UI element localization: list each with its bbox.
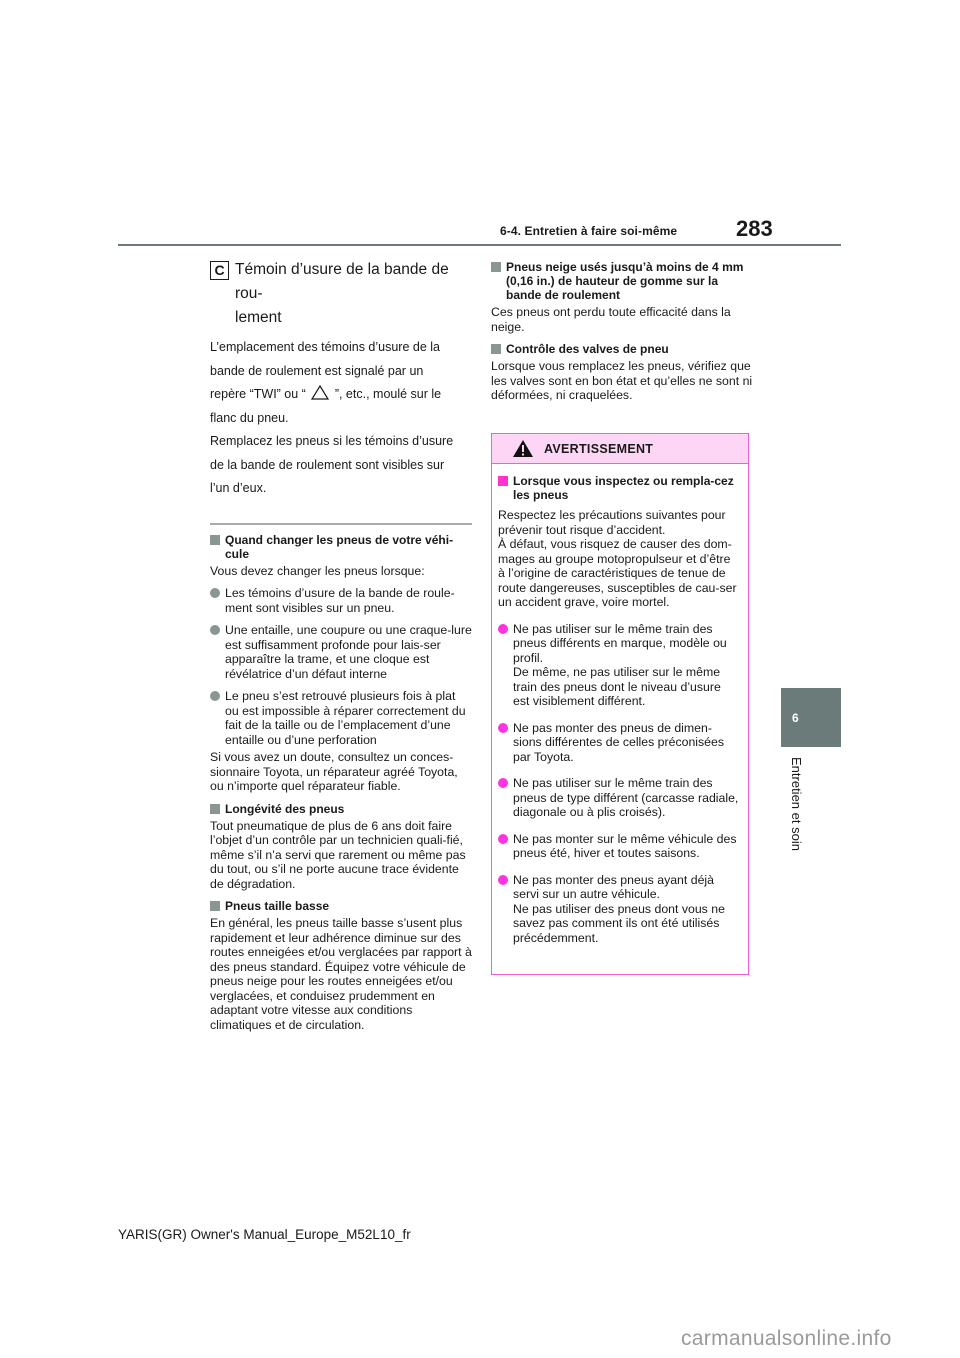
item-c-marker: C bbox=[210, 261, 229, 280]
text-fragment: repère “TWI” ou “ bbox=[210, 387, 306, 401]
warning-intro: Respectez les précautions suivantes pour prévenir tout risque d’accident. bbox=[498, 508, 726, 537]
chapter-number: 6 bbox=[792, 711, 799, 725]
warning-intro-2: À défaut, vous risquez de causer des dom-mages au groupe motopropulseur et d’être à l’origine de caractéristiques de tenue de route dangereuses, susceptibles de cau-ser un accident grave, voire mortel. bbox=[498, 537, 737, 609]
section-divider bbox=[210, 523, 472, 525]
text-line: L’emplacement des témoins d’usure de la bbox=[210, 340, 440, 354]
footer-manual-id: YARIS(GR) Owner's Manual_Europe_M52L10_fr bbox=[118, 1227, 411, 1242]
list-item-content bbox=[513, 873, 740, 946]
warning-list-item bbox=[498, 776, 740, 820]
list-item-text: De même, ne pas utiliser sur le même train des pneus dont le niveau d’usure est visiblement différent. bbox=[513, 665, 721, 708]
page-number: 283 bbox=[736, 216, 773, 241]
list-item-text: Ne pas monter sur le même véhicule des pneus été, hiver et toutes saisons. bbox=[513, 831, 737, 860]
section-body: Lorsque vous remplacez les pneus, vérifiez que les valves sont en bon état et qu’elles ne sont ni déformées, ni craquelées. bbox=[491, 359, 753, 402]
section-title bbox=[210, 899, 472, 913]
section-intro: Vous devez changer les pneus lorsque: bbox=[210, 563, 425, 578]
list-item-text: Ne pas monter des pneus de dimen-sions différentes de celles préconisées par Toyota. bbox=[513, 720, 724, 764]
round-bullet-icon bbox=[498, 723, 508, 733]
item-c-heading bbox=[210, 258, 472, 330]
text-line: Remplacez les pneus si les témoins d’usure bbox=[210, 434, 454, 448]
triangle-outline-icon bbox=[311, 385, 329, 400]
square-bullet-icon bbox=[498, 476, 508, 486]
round-bullet-icon bbox=[210, 691, 220, 701]
warning-box bbox=[491, 433, 749, 975]
text-line: de la bande de roulement sont visibles sur bbox=[210, 457, 445, 472]
left-column bbox=[210, 258, 472, 1032]
chapter-label: Entretien et soin bbox=[789, 757, 804, 851]
square-bullet-icon bbox=[210, 901, 220, 911]
section-title bbox=[491, 260, 753, 302]
warning-title: AVERTISSEMENT bbox=[544, 441, 654, 456]
section-header: 6-4. Entretien à faire soi-même bbox=[500, 224, 678, 238]
section-title-text: Quand changer les pneus de votre véhi-cule bbox=[225, 532, 454, 561]
section-title-text: Pneus taille basse bbox=[225, 899, 330, 913]
text-line: bande de roulement est signalé par un bbox=[210, 363, 424, 378]
section-body: En général, les pneus taille basse s’usent plus rapidement et leur adhérence diminue sur des routes enneigées et/ou verglacées par rapport à des pneus standard. Équipez votre véhicule de pneus neige pour les routes enneigées et/ou verglacées, et conduisez prudemment en adaptant votre vitesse aux conditions climatiques et de circulation. bbox=[210, 916, 472, 1032]
square-bullet-icon bbox=[491, 262, 501, 272]
section-title bbox=[491, 342, 753, 356]
section-body: Ces pneus ont perdu toute efficacité dans la neige. bbox=[491, 305, 731, 334]
warning-subtitle-text: Lorsque vous inspectez ou rempla-cez les pneus bbox=[513, 474, 734, 502]
list-item bbox=[210, 623, 472, 681]
list-item-text: Ne pas utiliser sur le même train des pneus de type différent (carcasse radiale, diagonale ou à plis croisés). bbox=[513, 776, 739, 819]
warning-list-item bbox=[498, 832, 740, 861]
square-bullet-icon bbox=[210, 535, 220, 545]
section-title bbox=[210, 533, 472, 561]
warning-list-item bbox=[498, 721, 740, 765]
list-item bbox=[210, 586, 472, 615]
section-title-text: Contrôle des valves de pneu bbox=[506, 342, 669, 356]
list-item-text: Ne pas utiliser des pneus dont vous ne savez pas comment ils ont été utilisés précédemment. bbox=[513, 901, 725, 945]
list-item-text: Les témoins d’usure de la bande de roule-ment sont visibles sur un pneu. bbox=[225, 586, 455, 615]
section-outro: Si vous avez un doute, consultez un conces-sionnaire Toyota, un réparateur agréé Toyota, ou n’importe quel réparateur fiable. bbox=[210, 750, 458, 793]
item-c-description bbox=[210, 336, 472, 501]
round-bullet-icon bbox=[498, 778, 508, 788]
text-fragment: ”, etc., moulé sur le bbox=[334, 387, 442, 401]
section-title-text: Pneus neige usés jusqu’à moins de 4 mm (0,16 in.) de hauteur de gomme sur la bande de roulement bbox=[506, 260, 744, 302]
header-rule bbox=[118, 244, 841, 246]
list-item-content bbox=[513, 622, 740, 709]
round-bullet-icon bbox=[498, 834, 508, 844]
section-body: Tout pneumatique de plus de 6 ans doit faire l’objet d’un contrôle par un technicien quali-fié, même s’il n’a servi que rarement ou même pas du tout, ou s’il ne porte aucune trace évidente de dégradation. bbox=[210, 818, 466, 891]
list-item bbox=[210, 689, 472, 747]
warning-triangle-icon bbox=[512, 439, 534, 458]
warning-subtitle bbox=[498, 474, 740, 502]
warning-list-item bbox=[498, 622, 740, 709]
chapter-tab bbox=[781, 688, 841, 747]
round-bullet-icon bbox=[498, 875, 508, 885]
round-bullet-icon bbox=[498, 624, 508, 634]
round-bullet-icon bbox=[210, 588, 220, 598]
list-item-text: Ne pas monter des pneus ayant déjà servi sur un autre véhicule. bbox=[513, 872, 714, 901]
list-item-text: Une entaille, une coupure ou une craque-lure est suffisamment profonde pour lais-ser apparaître la trame, et une cloque est révélatrice d’un défaut interne bbox=[225, 623, 472, 681]
section-title bbox=[210, 802, 472, 816]
right-column bbox=[491, 258, 753, 403]
warning-list-item bbox=[498, 873, 740, 946]
warning-header bbox=[492, 434, 748, 464]
list-item-text: Le pneu s’est retrouvé plusieurs fois à plat ou est impossible à réparer correctement du fait de la taille ou de l’emplacement d’une entaille ou d’une perforation bbox=[225, 689, 466, 747]
text-line: l’un d’eux. bbox=[210, 481, 267, 495]
watermark: carmanualsonline.info bbox=[681, 1327, 892, 1350]
warning-body bbox=[492, 464, 748, 945]
text-line: flanc du pneu. bbox=[210, 410, 289, 425]
section-title-text: Longévité des pneus bbox=[225, 801, 345, 816]
square-bullet-icon bbox=[210, 804, 220, 814]
round-bullet-icon bbox=[210, 625, 220, 635]
item-c-title-line1: Témoin d’usure de la bande de rou- bbox=[235, 261, 449, 302]
list-item-text: Ne pas utiliser sur le même train des pneus différents en marque, modèle ou profil. bbox=[513, 621, 727, 665]
text-line-with-icon bbox=[210, 383, 472, 407]
square-bullet-icon bbox=[491, 344, 501, 354]
item-c-title-line2: lement bbox=[235, 309, 282, 326]
